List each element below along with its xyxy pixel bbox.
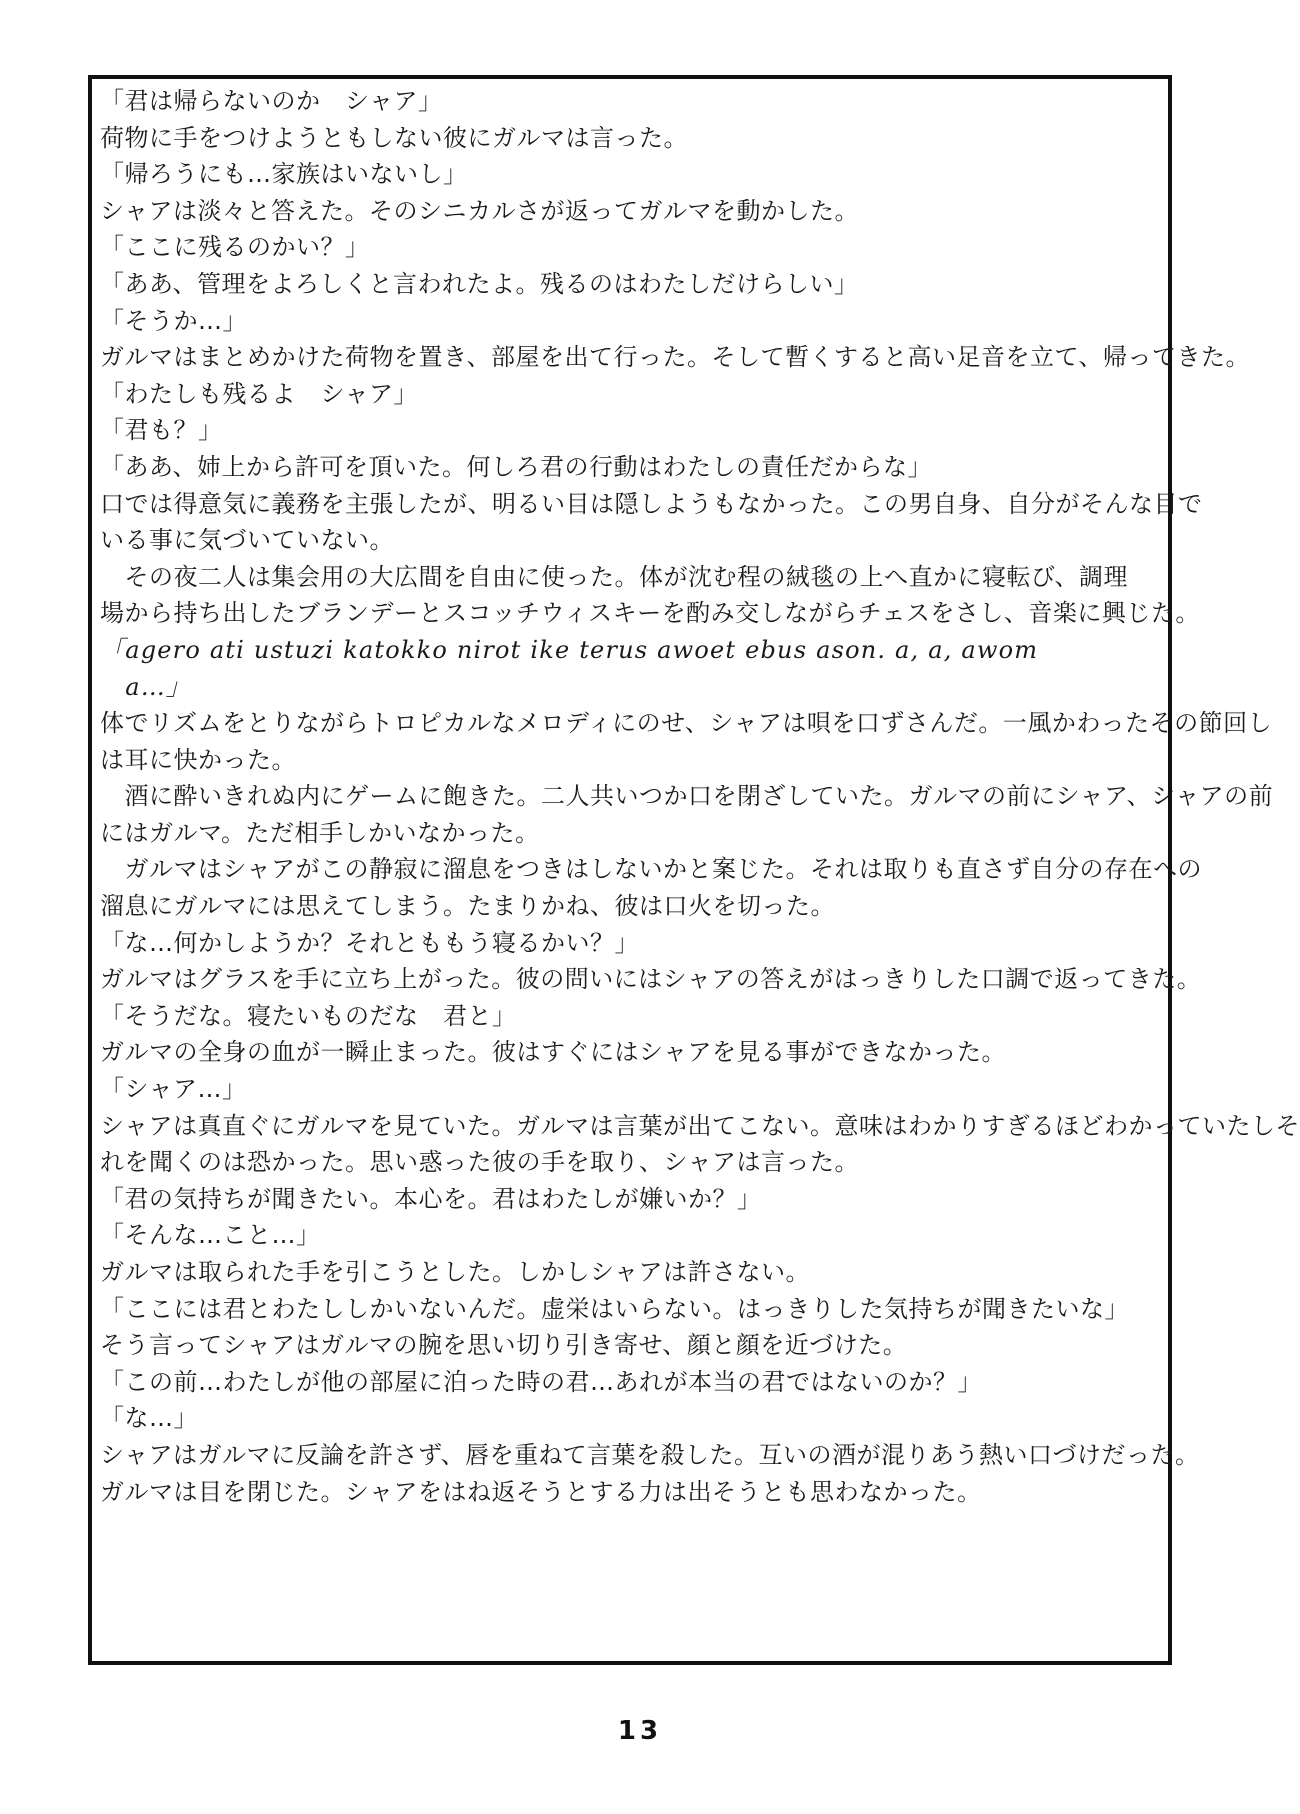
- song-lyrics-line: a…」: [100, 672, 192, 701]
- text-line: 「な…何かしようか？それとももう寝るかい？」: [100, 928, 639, 957]
- page-frame: [88, 75, 1300, 1665]
- text-line: 「そうか…」: [100, 306, 247, 335]
- text-line: 「ここには君とわたししかいないんだ。虚栄はいらない。はっきりした気持ちが聞きたいな」: [100, 1294, 1129, 1323]
- text-line: 「そんな…こと…」: [100, 1221, 321, 1250]
- text-line: 体でリズムをとりながらトロピカルなメロディにのせ、シャアは唄を口ずさんだ。一風かわったその節回し: [100, 709, 1273, 738]
- text-line: そう言ってシャアはガルマの腕を思い切り引き寄せ、顔と顔を近づけた。: [100, 1331, 908, 1360]
- text-line: その夜二人は集会用の大広間を自由に使った。体が沈む程の絨毯の上へ直かに寝転び、調理: [100, 562, 1129, 591]
- text-line: シャアは真直ぐにガルマを見ていた。ガルマは言葉が出てこない。意味はわかりすぎるほどわかっていたしそ: [100, 1111, 1300, 1140]
- text-line: 「ここに残るのかい？」: [100, 233, 370, 262]
- text-line: 「わたしも残るよ シャア」: [100, 379, 419, 408]
- text-line: 「君も？」: [100, 416, 223, 445]
- text-line: ガルマは取られた手を引こうとした。しかしシャアは許さない。: [100, 1258, 811, 1286]
- text-line: 酒に酔いきれぬ内にゲームに飽きた。二人共いつか口を閉ざしていた。ガルマの前にシャア、シャアの前: [100, 782, 1274, 811]
- text-line: れを聞くのは恐かった。思い惑った彼の手を取り、シャアは言った。: [100, 1148, 860, 1177]
- text-line: ガルマはまとめかけた荷物を置き、部屋を出て行った。そして暫くすると高い足音を立て、帰ってきた。: [100, 343, 1251, 372]
- text-line: シャアはガルマに反論を許さず、唇を重ねて言葉を殺した。互いの酒が混りあう熱い口づけだった。: [100, 1440, 1200, 1469]
- text-line: 場から持ち出したブランデーとスコッチウィスキーを酌み交しながらチェスをさし、音楽に興じた。: [100, 599, 1200, 628]
- text-line: 「君は帰らないのか シャア」: [100, 87, 443, 115]
- text-line: 「君の気持ちが聞きたい。本心を。君はわたしが嫌いか？」: [100, 1184, 762, 1213]
- text-line: 「シャア…」: [100, 1075, 247, 1104]
- text-line: にはガルマ。ただ相手しかいなかった。: [100, 818, 540, 847]
- text-line: 「帰ろうにも…家族はいないし」: [100, 160, 468, 189]
- text-line: 「な…」: [100, 1404, 198, 1433]
- text-line: ガルマはシャアがこの静寂に溜息をつきはしないかと案じた。それは取りも直さず自分の存在への: [100, 855, 1203, 884]
- text-line: 「この前…わたしが他の部屋に泊った時の君…あれが本当の君ではないのか？」: [100, 1367, 982, 1396]
- text-line: シャアは淡々と答えた。そのシニカルさが返ってガルマを動かした。: [100, 196, 860, 225]
- text-line: 「そうだな。寝たいものだな 君と」: [100, 1001, 517, 1030]
- text-line: 荷物に手をつけようともしない彼にガルマは言った。: [100, 123, 688, 152]
- page-number: 13: [617, 1716, 663, 1746]
- text-line: ガルマはグラスを手に立ち上がった。彼の問いにはシャアの答えがはっきりした口調で返ってきた。: [100, 965, 1202, 994]
- text-line: いる事に気づいていない。: [100, 526, 394, 555]
- song-lyrics-line: 「agero ati ustuzi katokko nirot ike terus awoet ebus ason. a, a, awom: [100, 635, 1039, 664]
- text-line: は耳に快かった。: [100, 745, 296, 774]
- text-line: ガルマの全身の血が一瞬止まった。彼はすぐにはシャアを見る事ができなかった。: [100, 1038, 1007, 1067]
- text-line: 口では得意気に義務を主張したが、明るい目は隠しようもなかった。この男自身、自分がそんな目で: [100, 489, 1203, 518]
- text-line: 「ああ、管理をよろしくと言われたよ。残るのはわたしだけらしい」: [100, 269, 859, 298]
- text-line: 「ああ、姉上から許可を頂いた。何しろ君の行動はわたしの責任だからな」: [100, 452, 933, 481]
- text-line: 溜息にガルマには思えてしまう。たまりかね、彼は口火を切った。: [100, 892, 835, 921]
- text-line: ガルマは目を閉じた。シャアをはね返そうとする力は出そうとも思わなかった。: [100, 1477, 982, 1506]
